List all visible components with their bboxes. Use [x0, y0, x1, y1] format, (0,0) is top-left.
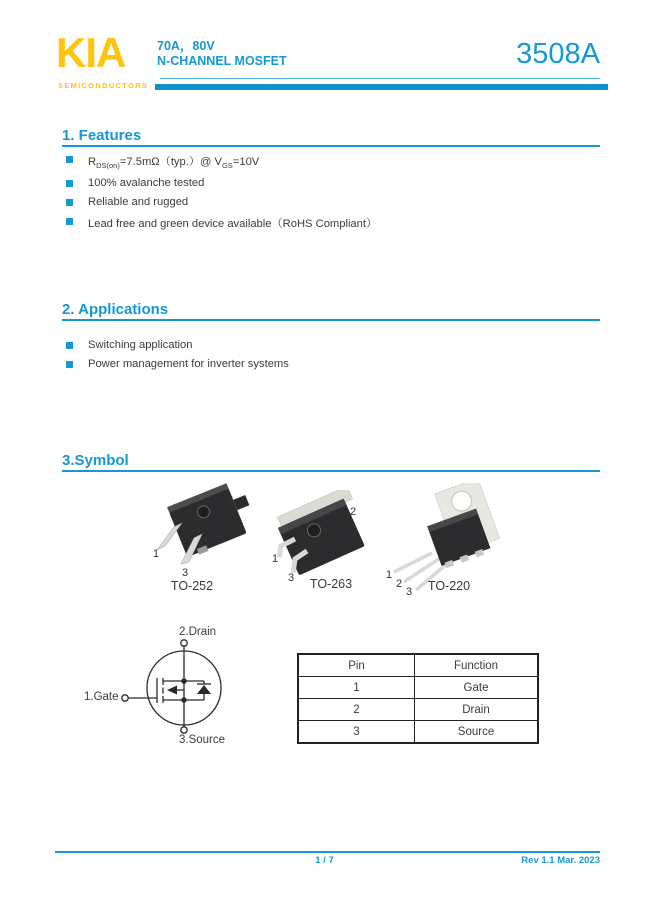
- kia-logo-subtext: SEMICONDUCTORS: [58, 81, 149, 90]
- bullet-icon: [66, 156, 73, 163]
- bullet-icon: [66, 342, 73, 349]
- table-row: [298, 677, 538, 699]
- gate-terminal-label: 1.Gate: [84, 691, 119, 703]
- applications-title: 2. Applications: [62, 301, 169, 318]
- header-accent-bar: [155, 84, 608, 90]
- kia-logo: KIA: [56, 29, 126, 76]
- features-rule: [62, 145, 600, 147]
- part-number: 3508A: [516, 38, 600, 70]
- to252-pin1-label: 1: [153, 548, 160, 560]
- table-header-row: [298, 654, 538, 677]
- to252-package-name: TO-252: [170, 579, 214, 593]
- revision-text: Rev 1.1 Mar. 2023: [521, 855, 600, 866]
- to220-pin2-label: 2: [396, 578, 403, 590]
- function-column-header: Function: [415, 654, 539, 677]
- pin-column-header: Pin: [298, 654, 415, 677]
- application-item: [66, 339, 192, 351]
- application-item: [66, 358, 289, 370]
- pin-cell: 2: [298, 699, 415, 721]
- to252-pin3-label: 3: [182, 567, 189, 579]
- source-terminal-label: 3.Source: [179, 734, 226, 746]
- footer-rule: [55, 851, 600, 853]
- features-title: 1. Features: [62, 127, 142, 144]
- header-thin-rule: [160, 78, 600, 79]
- function-cell: Source: [415, 721, 539, 744]
- bullet-icon: [66, 199, 73, 206]
- device-type: N-CHANNEL MOSFET: [157, 54, 287, 68]
- feature-item: [66, 196, 188, 208]
- drain-terminal-label: 2.Drain: [179, 626, 217, 638]
- feature-text: [88, 153, 259, 170]
- to263-package-name: TO-263: [309, 577, 353, 591]
- device-rating: 70A，80V: [157, 39, 215, 53]
- bullet-icon: [66, 361, 73, 368]
- feature-item: [66, 153, 259, 170]
- bullet-icon: [66, 180, 73, 187]
- to263-pin3-label: 3: [288, 572, 295, 584]
- rds-seg2: =7.5mΩ（typ.）@ V: [119, 156, 222, 168]
- to263-pin1-label: 1: [272, 553, 279, 565]
- pin-function-table: [297, 653, 539, 744]
- rds-seg3: =10V: [232, 156, 260, 168]
- bullet-icon: [66, 218, 73, 225]
- applications-rule: [62, 319, 600, 321]
- pin-cell: 3: [298, 721, 415, 744]
- pin-cell: 1: [298, 677, 415, 699]
- rds-sub2: GS: [221, 161, 233, 171]
- table-row: [298, 699, 538, 721]
- to252-pin2-label: 2: [227, 494, 234, 506]
- symbol-title: 3.Symbol: [62, 452, 129, 469]
- to220-pin3-label: 3: [406, 586, 413, 598]
- function-cell: Drain: [415, 699, 539, 721]
- to263-package-image: [268, 490, 380, 586]
- to252-package-image: [148, 483, 260, 579]
- to220-package-name: TO-220: [427, 579, 471, 593]
- feature-item: [66, 215, 377, 231]
- to263-pin2-label: 2: [350, 506, 357, 518]
- application-text: Power management for inverter systems: [88, 358, 289, 370]
- table-row: [298, 721, 538, 744]
- application-text: Switching application: [88, 339, 193, 351]
- symbol-rule: [62, 470, 600, 472]
- feature-item: [66, 177, 204, 189]
- feature-text: Lead free and green device available（RoHS Compliant）: [88, 218, 378, 230]
- page-number: 1 / 7: [315, 855, 334, 866]
- feature-text: Reliable and rugged: [88, 196, 189, 208]
- mosfet-symbol-schematic: [80, 622, 240, 737]
- rds-sub1: DS(on): [96, 161, 120, 171]
- rds-seg1: R: [88, 156, 97, 168]
- to220-pin1-label: 1: [386, 569, 393, 581]
- feature-text: 100% avalanche tested: [88, 177, 205, 189]
- function-cell: Gate: [415, 677, 539, 699]
